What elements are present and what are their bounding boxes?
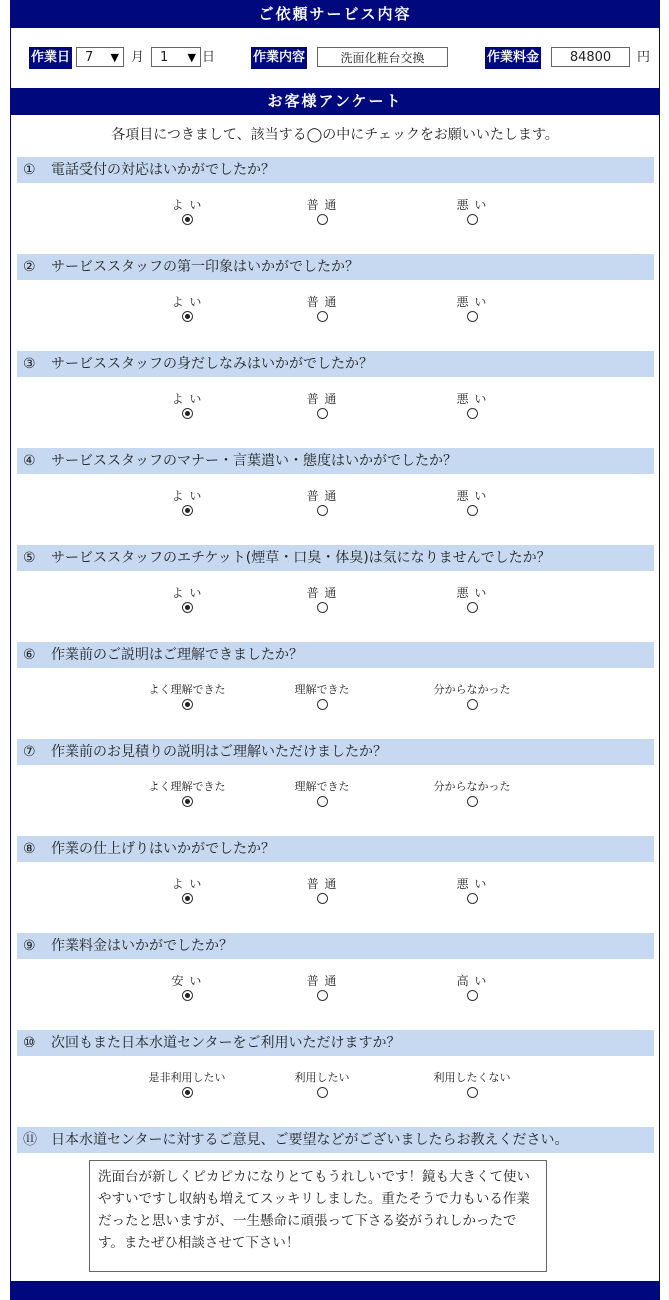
answer-option[interactable] (412, 1070, 532, 1098)
question-8 (17, 836, 654, 862)
answer-option[interactable] (412, 197, 532, 225)
answer-option[interactable] (412, 779, 532, 807)
answer-radio[interactable] (317, 699, 328, 710)
question-number: ④ (23, 453, 36, 469)
answer-label: 悪 い (456, 295, 488, 309)
answer-label: 普 通 (306, 295, 338, 309)
answer-option[interactable] (262, 585, 382, 613)
work-fee-field[interactable]: 84800 (551, 47, 630, 67)
answer-radio[interactable] (182, 796, 193, 807)
answer-option[interactable] (262, 294, 382, 322)
answer-option[interactable] (127, 585, 247, 613)
answer-option[interactable] (127, 488, 247, 516)
answer-option[interactable] (127, 197, 247, 225)
work-fee-label: 作業料金 (485, 47, 541, 69)
comment-textarea[interactable]: 洗面台が新しくピカピカになりとてもうれしいです！鏡も大きくて使いやすいですし収納も増えてスッキリしました。重たそうで力もいる作業だったと思いますが、一生懸命に頑張って下さる姿がうれしかったです。またぜひ相談させて下さい！ (89, 1160, 547, 1272)
chevron-down-icon: ▼ (187, 51, 196, 64)
question-text: 作業前のご説明はご理解できましたか？ (51, 647, 303, 663)
answer-label: 利用したくない (433, 1071, 511, 1084)
answer-label: よ い (171, 392, 203, 406)
question-3 (17, 351, 654, 377)
answer-radio[interactable] (467, 214, 478, 225)
question-number: ② (23, 259, 36, 275)
answer-label: 高 い (456, 974, 488, 988)
answer-radio[interactable] (182, 408, 193, 419)
question-9 (17, 933, 654, 959)
question-text: 作業料金はいかがでしたか？ (51, 938, 233, 954)
work-content-field[interactable]: 洗面化粧台交換 (317, 47, 448, 67)
answer-label: 普 通 (306, 586, 338, 600)
answer-option[interactable] (262, 876, 382, 904)
answer-option[interactable] (262, 973, 382, 1001)
question-text: サービススタッフのエチケット(煙草・口臭・体臭)は気になりませんでしたか？ (51, 550, 551, 566)
answer-label: よ い (171, 877, 203, 891)
answer-label: よ い (171, 489, 203, 503)
question-text: 電話受付の対応はいかがでしたか？ (51, 162, 275, 178)
answer-radio[interactable] (467, 893, 478, 904)
answer-option[interactable] (262, 779, 382, 807)
question-number: ⑩ (23, 1035, 36, 1051)
answer-label: 悪 い (456, 198, 488, 212)
answer-label: 普 通 (306, 974, 338, 988)
answer-radio[interactable] (182, 1087, 193, 1098)
question-text: サービススタッフの身だしなみはいかがでしたか？ (51, 356, 373, 372)
question-number: ⑧ (23, 841, 36, 857)
month-select[interactable] (76, 47, 124, 67)
answer-option[interactable] (412, 876, 532, 904)
answer-label: 普 通 (306, 198, 338, 212)
answer-radio[interactable] (182, 214, 193, 225)
answer-option[interactable] (127, 973, 247, 1001)
answer-label: 悪 い (456, 489, 488, 503)
answer-radio[interactable] (182, 505, 193, 516)
chevron-down-icon: ▼ (110, 51, 119, 64)
answer-option[interactable] (412, 682, 532, 710)
answer-radio[interactable] (467, 796, 478, 807)
answer-label: よく理解できた (148, 683, 226, 696)
work-content-label: 作業内容 (251, 47, 307, 69)
answer-label: 分からなかった (433, 780, 511, 793)
answer-option[interactable] (412, 585, 532, 613)
question-number: ① (23, 162, 36, 178)
service-header-title: ご依頼サービス内容 (258, 5, 412, 23)
answer-radio[interactable] (182, 990, 193, 1001)
question-text: 次回もまた日本水道センターをご利用いただけますか？ (51, 1035, 401, 1051)
month-value: 7 (85, 50, 94, 65)
question-number: ⑥ (23, 647, 36, 663)
work-info-row (11, 46, 659, 70)
question-number: ⑦ (23, 744, 36, 760)
question-text: サービススタッフの第一印象はいかがでしたか？ (51, 259, 359, 275)
answer-option[interactable] (127, 391, 247, 419)
answer-option[interactable] (127, 1070, 247, 1098)
work-date-label: 作業日 (29, 47, 72, 69)
answer-label: 理解できた (294, 780, 350, 793)
answer-option[interactable] (262, 682, 382, 710)
answer-radio[interactable] (317, 990, 328, 1001)
day-select[interactable] (151, 47, 201, 67)
answer-label: 普 通 (306, 489, 338, 503)
answer-label: 利用したい (294, 1071, 350, 1084)
day-value: 1 (160, 50, 169, 65)
answer-radio[interactable] (317, 796, 328, 807)
answer-option[interactable] (127, 294, 247, 322)
answer-radio[interactable] (467, 311, 478, 322)
answer-label: よ い (171, 586, 203, 600)
question-number: ③ (23, 356, 36, 372)
answer-radio[interactable] (467, 699, 478, 710)
answer-label: 理解できた (294, 683, 350, 696)
answer-option[interactable] (412, 973, 532, 1001)
answer-option[interactable] (127, 876, 247, 904)
answer-label: よ い (171, 198, 203, 212)
answer-label: 普 通 (306, 392, 338, 406)
service-header (11, 0, 659, 28)
survey-form (10, 0, 660, 1300)
answer-option[interactable] (262, 488, 382, 516)
survey-header (11, 88, 659, 115)
survey-intro: 各項目につきまして、該当する◯の中にチェックをお願いいたします。 (111, 127, 559, 143)
answer-option[interactable] (412, 391, 532, 419)
question-4 (17, 448, 654, 474)
question-5 (17, 545, 654, 571)
question-number: ⑨ (23, 938, 36, 954)
answer-label: よ い (171, 295, 203, 309)
answer-option[interactable] (412, 488, 532, 516)
answer-radio[interactable] (467, 505, 478, 516)
answer-radio[interactable] (317, 214, 328, 225)
answer-option[interactable] (127, 779, 247, 807)
question-2 (17, 254, 654, 280)
answer-radio[interactable] (317, 408, 328, 419)
answer-label: 悪 い (456, 392, 488, 406)
question-6 (17, 642, 654, 668)
answer-radio[interactable] (182, 311, 193, 322)
answer-radio[interactable] (317, 311, 328, 322)
answer-radio[interactable] (182, 699, 193, 710)
question-text: 作業前のお見積りの説明はご理解いただけましたか？ (51, 744, 387, 760)
answer-radio[interactable] (317, 893, 328, 904)
answer-radio[interactable] (467, 602, 478, 613)
question-7 (17, 739, 654, 765)
answer-option[interactable] (262, 197, 382, 225)
answer-label: 普 通 (306, 877, 338, 891)
answer-radio[interactable] (467, 1087, 478, 1098)
question-number: ⑪ (23, 1132, 37, 1148)
answer-label: 安 い (171, 974, 203, 988)
question-11 (17, 1127, 654, 1153)
question-text: 作業の仕上げりはいかがでしたか？ (51, 841, 275, 857)
answer-option[interactable] (412, 294, 532, 322)
answer-label: 分からなかった (433, 683, 511, 696)
answer-radio[interactable] (182, 893, 193, 904)
answer-label: よく理解できた (148, 780, 226, 793)
answer-radio[interactable] (467, 408, 478, 419)
answer-label: 悪 い (456, 586, 488, 600)
month-unit: 月 (131, 50, 145, 65)
answer-option[interactable] (127, 682, 247, 710)
answer-radio[interactable] (467, 990, 478, 1001)
survey-header-title: お客様アンケート (267, 92, 403, 110)
question-number: ⑤ (23, 550, 36, 566)
answer-radio[interactable] (317, 505, 328, 516)
question-text: 日本水道センターに対するご意見、ご要望などがございましたらお教えください。 (51, 1132, 569, 1148)
question-1 (17, 157, 654, 183)
footer-bar (11, 1281, 659, 1300)
answer-radio[interactable] (317, 1087, 328, 1098)
question-text: サービススタッフのマナー・言葉遣い・態度はいかがでしたか？ (51, 453, 457, 469)
question-10 (17, 1030, 654, 1056)
answer-option[interactable] (262, 391, 382, 419)
answer-radio[interactable] (182, 602, 193, 613)
answer-label: 悪 い (456, 877, 488, 891)
answer-radio[interactable] (317, 602, 328, 613)
day-unit: 日 (202, 50, 216, 65)
answer-label: 是非利用したい (148, 1071, 226, 1084)
answer-option[interactable] (262, 1070, 382, 1098)
fee-unit: 円 (637, 50, 651, 65)
